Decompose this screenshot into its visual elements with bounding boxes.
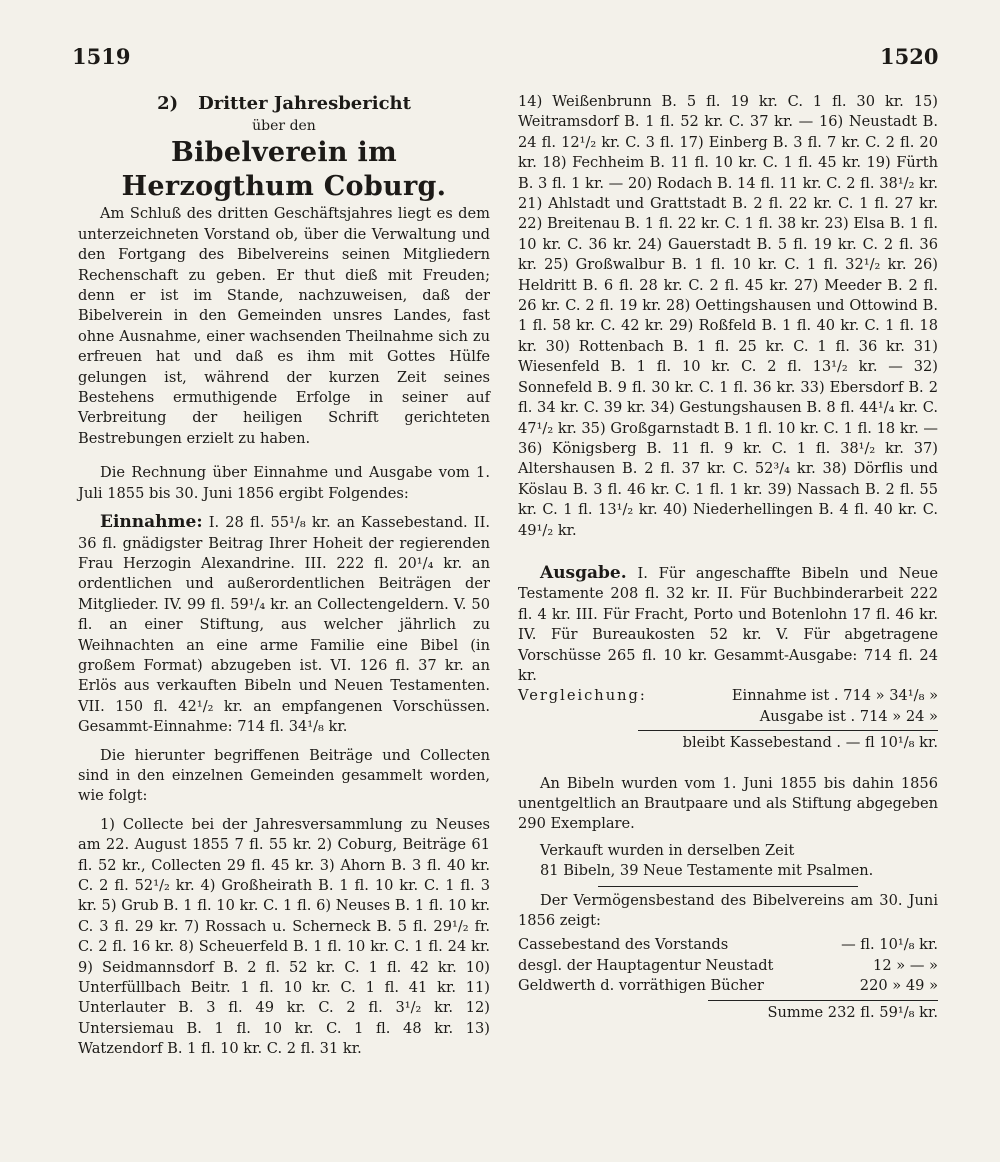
summe: Summe 232 fl. 59¹/₈ kr. (767, 1003, 938, 1021)
vermoegen-row-label: desgl. der Hauptagentur Neustadt (518, 956, 774, 974)
heading-number: 2) (157, 93, 179, 114)
collecten-list-continued: 14) Weißenbrunn B. 5 fl. 19 kr. C. 1 fl. 30 kr. 15) Weitramsdorf B. 1 fl. 52 kr. C. 37 kr. — 16) Neustadt B. 24 fl. 12¹/₂ kr. C. 3 fl. 17) Einberg B. 3 fl. 7 kr. C. 2 fl. 20 kr. 18) Fechheim B. 11 fl. 10 kr. C. 1 fl. 45 kr. 19) Fürth B. 3 fl. 1 kr. — 20) Rodach B. 14 fl. 11 kr. C. 2 fl. 38¹/₂ kr. 21) Ahlstadt und Grattstadt B. 2 fl. 22 kr. C. 1 fl. 27 kr. 22) Breitenau B. 1 fl. 22 kr. C. 1 fl. 38 kr. 23) Elsa B. 1 fl. 10 kr. C. 36 kr. 24) Gauerstadt B. 5 fl. 19 kr. C. 2 fl. 36 kr. 25) Großwalbur B. 1 fl. 10 kr. C. 1 fl. 32¹/₂ kr. 26) Heldritt B. 6 fl. 28 kr. C. 2 fl. 45 kr. 27) Meeder B. 2 fl. 26 kr. C. 2 fl. 19 kr. 28) Oettingshausen und Ottowind B. 1 fl. 58 kr. C. 42 kr. 29) Roßfeld B. 1 fl. 40 kr. C. 1 fl. 18 kr. 30) Rottenbach B. 1 fl. 25 kr. C. 1 fl. 36 kr. 31) Wiesenfeld B. 1 fl. 10 kr. C. 2 fl. 13¹/₂ kr. — 32) Sonnefeld B. 9 fl. 30 kr. C. 1 fl. 36 kr. 33) Ebersdorf B. 2 fl. 34 kr. C. 39 kr. 34) Gestungshausen B. 8 fl. 44¹/₄ kr. C. 47¹/₂ kr. 35) Großgarnstadt B. 1 fl. 10 kr. C. 1 fl. 18 kr. — 36) Königsberg B. 11 fl. 9 kr. C. 1 fl. 38¹/₂ kr. 37) Altershausen B. 2 fl. 37 kr. C. 52³/₄ kr. 38) Dörflis und Köslau B. 3 fl. 46 kr. C. 1 fl. 1 kr. 39) Nassach B. 2 fl. 55 kr. C. 1 fl. 13¹/₂ kr. 40) Niederhellingen B. 4 fl. 40 kr. C. 49¹/₂ kr. (518, 93, 938, 539)
rechnung-paragraph: Die Rechnung über Einnahme und Ausgabe vom 1. Juli 1855 bis 30. Juni 1856 ergibt Folgendes: (78, 464, 490, 502)
vermoegen-row (518, 976, 938, 996)
vermoegen-row-label: Geldwerth d. vorräthigen Bücher (518, 977, 764, 995)
collecten-list: 1) Collecte bei der Jahresversammlung zu Neuses am 22. August 1855 7 fl. 55 kr. 2) Coburg, Beiträge 61 fl. 52 kr., Collecten 29 fl. 45 kr. 3) Ahorn B. 3 fl. 40 kr. C. 2 fl. 52¹/₂ kr. 4) Großheirath B. 1 fl. 10 kr. C. 1 fl. 3 kr. 5) Grub B. 1 fl. 10 kr. C. 1 fl. 6) Neuses B. 1 fl. 10 kr. C. 3 fl. 29 kr. 7) Rossach u. Scherneck B. 5 fl. 29¹/₂ fr. C. 2 fl. 16 kr. 8) Scheuerfeld B. 1 fl. 10 kr. C. 1 fl. 24 kr. 9) Seidmannsdorf B. 2 fl. 52 kr. C. 1 fl. 42 kr. 10) Unterfüllbach Beitr. 1 fl. 10 kr. C. 1 fl. 41 kr. 11) Unterlauter B. 3 fl. 49 kr. C. 2 fl. 3¹/₂ kr. 12) Untersiemau B. 1 fl. 10 kr. C. 1 fl. 48 kr. 13) Watzendorf B. 1 fl. 10 kr. C. 2 fl. 31 kr. (78, 815, 490, 1058)
summe-row (518, 1003, 938, 1023)
heading-line-2: über den (252, 118, 316, 134)
ausgabe-text: I. Für angeschaffte Bibeln und Neue Testamente 208 fl. 32 kr. II. Für Buchbinderarbeit 222 fl. 4 kr. III. Für Fracht, Porto und Botenlohn 17 fl. 46 kr. IV. Für Bureaukosten 52 kr. V. Für abgetragene Vorschüsse 265 fl. 10 kr. Gesammt-Ausgabe: 714 fl. 24 kr. (518, 564, 939, 684)
vergleichung-ausgabe: Ausgabe ist . 714 » 24 » (759, 707, 938, 725)
vergleichung-ausgabe-row (518, 707, 938, 727)
collecten-intro: Die hierunter begriffenen Beiträge und Collecten sind in den einzelnen Gemeinden gesammelt worden, wie folgt: (78, 746, 490, 805)
bleibt-row (518, 733, 938, 753)
divider (638, 730, 938, 731)
heading-title: Bibelverein im Herzogthum Coburg. (121, 137, 447, 203)
divider (598, 886, 858, 887)
einnahme-paragraph (78, 512, 490, 737)
verkauft-line: 81 Bibeln, 39 Neue Testamente mit Psalmen. (540, 862, 874, 880)
bibeln-paragraph: An Bibeln wurden vom 1. Juni 1855 bis dahin 1856 unentgeltlich an Brautpaare und als Stiftung abgegeben 290 Exemplare. (518, 774, 938, 833)
heading-line-1: Dritter Jahresbericht (198, 93, 411, 114)
einnahme-label: Einnahme: (100, 512, 203, 533)
vergleichung-einnahme-row (518, 686, 938, 706)
vergleichung-einnahme: Einnahme ist . 714 » 34¹/₈ » (731, 687, 938, 705)
report-heading (78, 92, 490, 116)
bleibt-kassebestand: bleibt Kassebestand . — fl 10¹/₈ kr. (682, 734, 938, 752)
verkauft-paragraph: Verkauft wurden in derselben Zeit (540, 841, 795, 859)
vermoegen-row (518, 935, 938, 955)
ausgabe-paragraph (518, 563, 938, 686)
vermoegen-row-label: Cassebestand des Vorstands (518, 936, 729, 954)
vermoegen-row (518, 956, 938, 976)
vergleichung-label: Vergleichung: (518, 687, 647, 705)
vermoegen-row-value: 220 » 49 » (859, 977, 938, 995)
divider (708, 1000, 938, 1001)
intro-paragraph: Am Schluß des dritten Geschäftsjahres liegt es dem unterzeichneten Vorstand ob, über die Verwaltung und den Fortgang des Bibelvereins seinen Mitgliedern Rechenschaft zu geben. Er thut dieß mit Freuden; denn er ist im Stande, nachzuweisen, daß der Bibelverein in den Gemeinden unsres Landes, fast ohne Ausnahme, einer wachsenden Theilnahme sich zu erfreuen hat und daß es ihm mit Gottes Hülfe gelungen ist, während der kurzen Zeit seines Bestehens ermuthigende Erfolge in seiner auf Verbreitung der heiligen Schrift gerichteten Bestrebungen erzielt zu haben. (78, 205, 490, 447)
vermoegen-row-value: 12 » — » (873, 956, 938, 974)
page-number-left: 1519 (72, 44, 131, 69)
page-number-right: 1520 (880, 44, 939, 69)
vermoegen-table (518, 935, 938, 996)
left-column (78, 92, 490, 1060)
einnahme-text: I. 28 fl. 55¹/₈ kr. an Kassebestand. II. 36 fl. gnädigster Beitrag Ihrer Hoheit der regierenden Frau Herzogin Alexandrine. III. 222 fl. 20¹/₄ kr. an ordentlichen und außerordentlichen Beiträgen der Mitglieder. IV. 99 fl. 59¹/₄ kr. an Collectengeldern. V. 50 fl. an einer Stiftung, aus welcher jährlich zu Weihnachten an eine arme Familie eine Bibel (in großem Format) abzugeben ist. VI. 126 fl. 37 kr. an Erlös aus verkauften Bibeln und Neuen Testamenten. VII. 150 fl. 42¹/₂ kr. an empfangenen Vorschüssen. Gesammt-Einnahme: 714 fl. 34¹/₈ kr. (78, 514, 490, 736)
right-column (518, 92, 938, 1023)
ausgabe-label: Ausgabe. (540, 562, 627, 583)
vermoegen-paragraph: Der Vermögensbestand des Bibelvereins am 30. Juni 1856 zeigt: (518, 891, 938, 930)
vermoegen-row-value: — fl. 10¹/₈ kr. (841, 936, 938, 954)
